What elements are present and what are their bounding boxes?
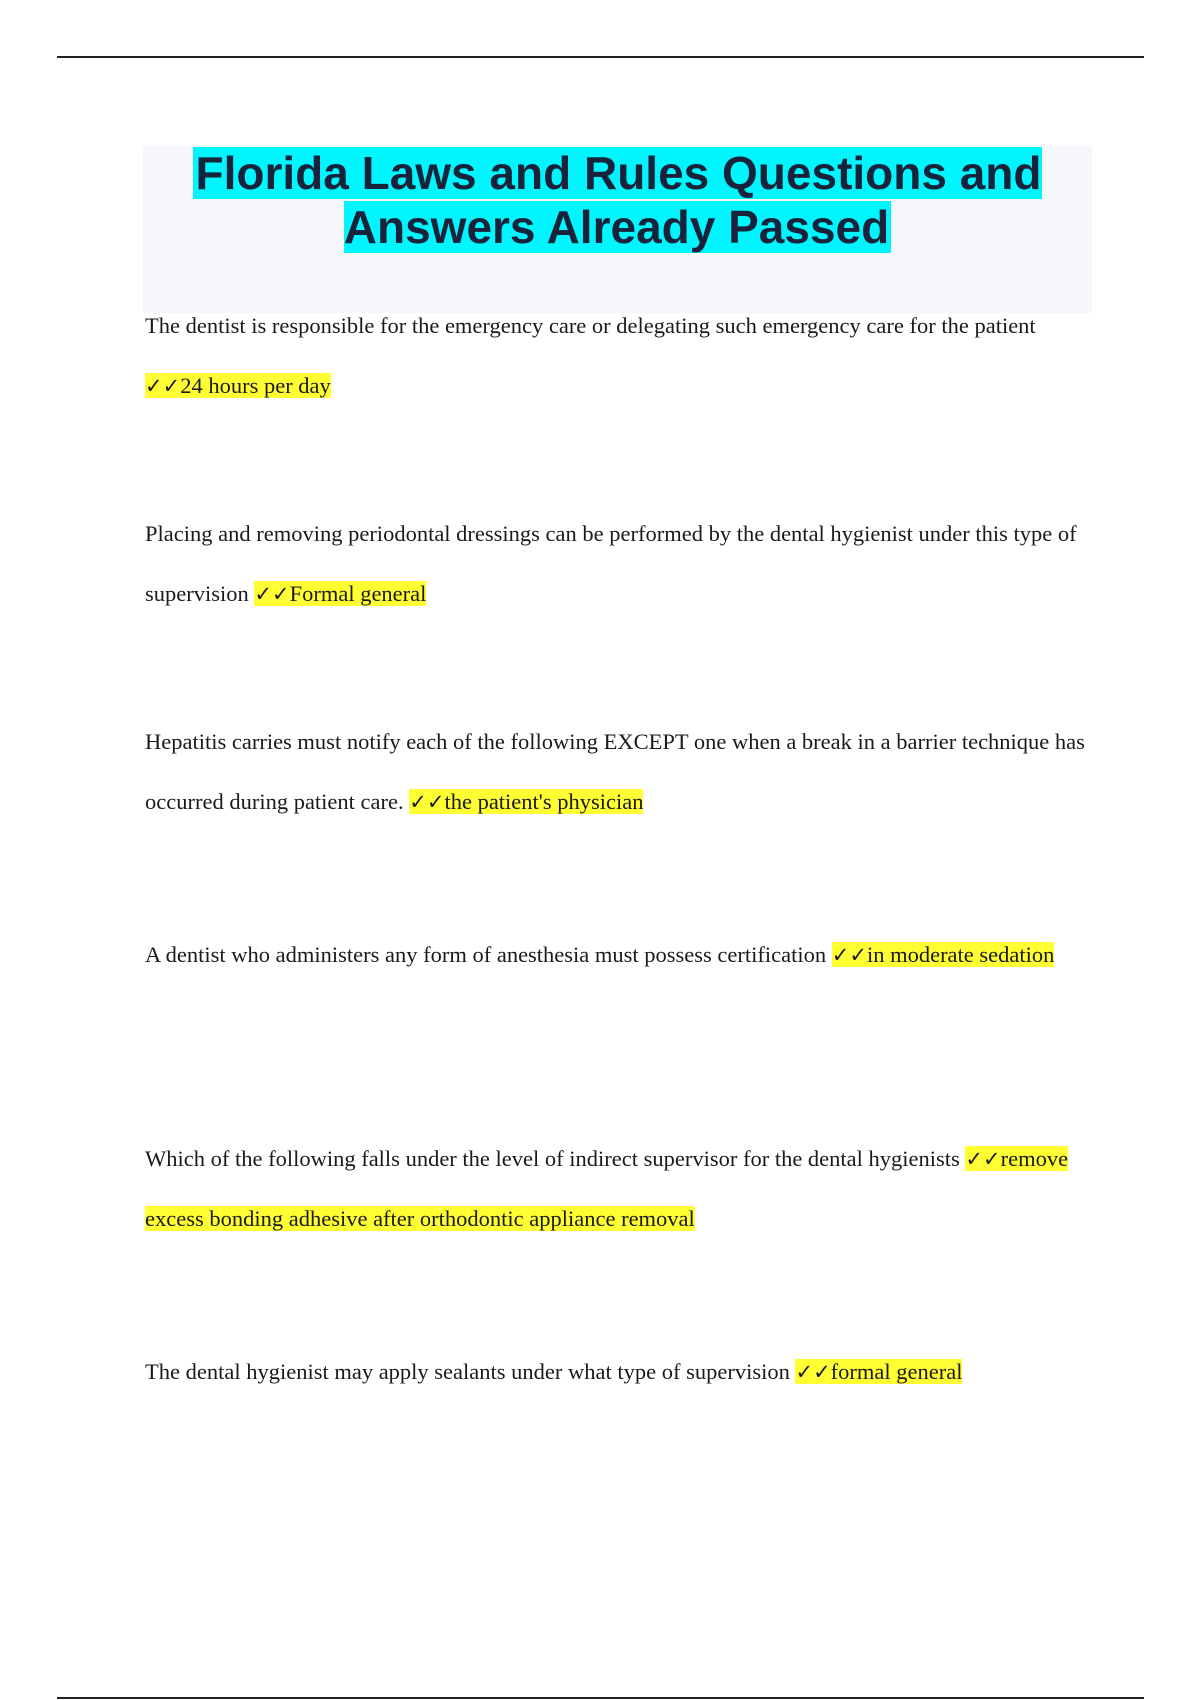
double-check-icon: ✓✓ xyxy=(254,582,290,606)
top-rule xyxy=(57,56,1144,58)
answer-highlight xyxy=(832,942,1055,967)
answer-highlight xyxy=(254,581,426,606)
answer-text: 24 hours per day xyxy=(180,373,331,398)
qa-item-3 xyxy=(145,712,1095,832)
question-text: Placing and removing periodontal dressings can be performed by the dental hygienist under this type of supervision xyxy=(145,521,1077,606)
double-check-icon: ✓✓ xyxy=(965,1147,1001,1171)
answer-text: remove excess bonding adhesive after orthodontic appliance removal xyxy=(145,1146,1069,1231)
answer-text: the patient's physician xyxy=(444,789,644,814)
answer-highlight xyxy=(145,373,331,398)
answer-text: Formal general xyxy=(289,581,427,606)
qa-item-5 xyxy=(145,1129,1095,1249)
qa-item-2 xyxy=(145,504,1095,624)
question-text: Which of the following falls under the level of indirect supervisor for the dental hygienists xyxy=(145,1146,960,1171)
page-title xyxy=(143,146,1092,254)
double-check-icon: ✓✓ xyxy=(831,943,867,967)
double-check-icon: ✓✓ xyxy=(795,1360,831,1384)
answer-text: formal general xyxy=(830,1359,963,1384)
question-text: The dental hygienist may apply sealants under what type of supervision xyxy=(145,1359,790,1384)
double-check-icon: ✓✓ xyxy=(409,790,445,814)
answer-text: in moderate sedation xyxy=(866,942,1055,967)
double-check-icon: ✓✓ xyxy=(145,374,181,398)
qa-item-4 xyxy=(145,925,1095,985)
question-text: The dentist is responsible for the emergency care or delegating such emergency care for the patient xyxy=(145,313,1036,338)
bottom-rule xyxy=(57,1697,1144,1699)
answer-highlight xyxy=(795,1359,962,1384)
qa-item-1 xyxy=(145,296,1095,416)
question-text: Hepatitis carries must notify each of the following EXCEPT one when a break in a barrier technique has occurred during patient care. xyxy=(145,729,1085,814)
answer-highlight xyxy=(409,789,643,814)
title-text: Florida Laws and Rules Questions and Answers Already Passed xyxy=(195,147,1042,253)
qa-item-6 xyxy=(145,1342,1095,1402)
question-text: A dentist who administers any form of anesthesia must possess certification xyxy=(145,942,827,967)
